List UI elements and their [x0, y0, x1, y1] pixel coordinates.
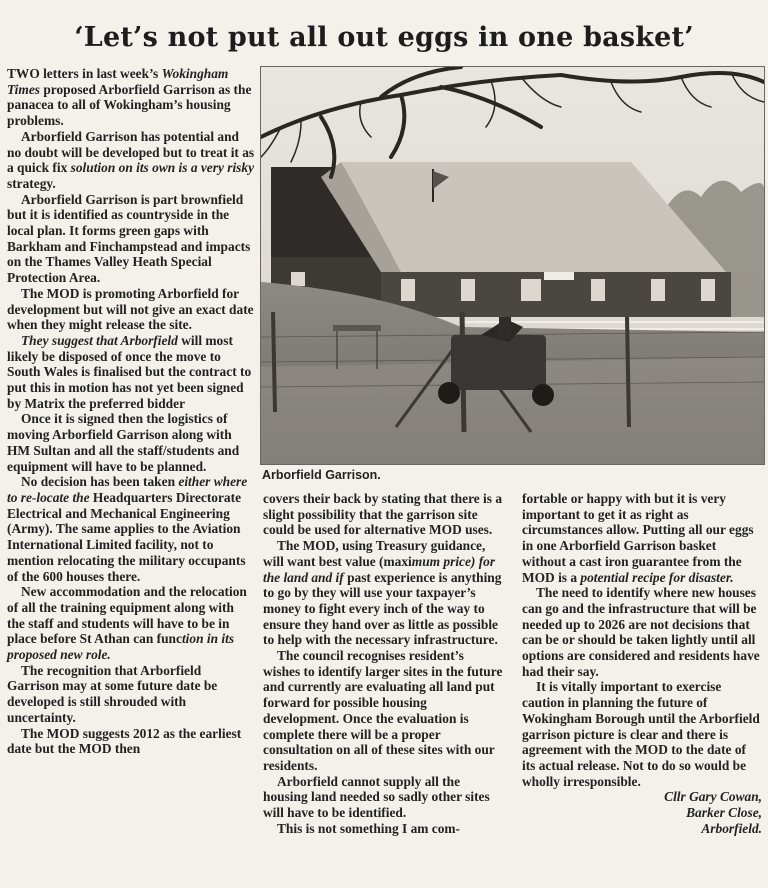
- text: Headquarters Directorate Electrical and Mechanical Engineering (Army). The same applies to the Aviation International Limited facility, not to mention relocating the military occupants of the 600 houses there.: [7, 489, 246, 584]
- paragraph: [7, 129, 255, 192]
- text: No decision has been taken: [21, 474, 179, 490]
- paragraph: The MOD suggests 2012 as the earliest date but the MOD then: [7, 725, 242, 757]
- italic-text: mum price) for the land and if: [263, 553, 496, 585]
- paragraph: [7, 584, 255, 663]
- paragraph: Arborfield Garrison is part brownfield but it is identified as countryside in the local plan. It forms green gaps with Barkham and Finchampstead and impacts on the Thames Valley Heath Special Protection Area.: [7, 191, 251, 286]
- author-signature: [522, 789, 762, 836]
- paragraph: The council recognises resident’s wishes to identify larger sites in the future and currently are evaluating all land put forward for possible housing development. Once the evaluation is complete there will be a proper consultation on all of these sites with our residents.: [263, 648, 503, 773]
- paragraph: [522, 491, 762, 585]
- paragraph: covers their back by stating that there is a slight possibility that the garrison site could be used for alternative MOD uses.: [263, 491, 503, 538]
- article-column-2: [263, 491, 504, 836]
- paragraph: Once it is signed then the logistics of moving Arborfield Garrison along with HM Sultan and all the staff/students and equipment will have to be planned.: [7, 411, 240, 474]
- paragraph: Arborfield cannot supply all the housing land needed so sadly other sites will have to be identified.: [263, 773, 490, 821]
- italic-text: solution on its own is a very risky: [70, 160, 255, 176]
- text: Arborfield Garrison has potential and no doubt will be developed but to treat it as a quick fix: [7, 128, 255, 176]
- text: The MOD, using Treasury guidance, will want best value (maxi: [263, 538, 486, 569]
- article-column-1: [7, 66, 255, 757]
- author-name: Cllr Gary Cowan,: [664, 789, 762, 805]
- paragraph: This is not something I am com-: [277, 820, 461, 836]
- paragraph: [7, 333, 255, 412]
- paragraph: [263, 538, 504, 648]
- paragraph: It is vitally important to exercise caution in planning the future of Wokingham Borough until the Arborfield garrison picture is clear and there is agreement with the MOD to the date of its actual release. Not to do so would be wholly irresponsible.: [522, 679, 760, 789]
- publication-name: Wokingham Times: [7, 66, 229, 97]
- text: fortable or happy with but it is very important to get it as right as circumstances allow. Putting all our eggs in one Arborfield Garrison basket without a cast iron guarantee from the MOD is a: [522, 491, 754, 585]
- paragraph: The need to identify where new houses can go and the infrastructure that will be needed up to 2026 are not decisions that can be or should be taken lightly until all options are considered and residents have had their say.: [522, 585, 760, 679]
- italic-text: potential recipe for disaster.: [580, 569, 734, 585]
- headline: ‘Let’s not put all out eggs in one basket’: [74, 22, 694, 53]
- text: TWO letters in last week’s: [7, 66, 162, 81]
- text: New accommodation and the relocation of all the training equipment along with the staff and students will have to be in place before St Athan can func: [7, 584, 247, 647]
- paragraph: The recognition that Arborfield Garrison may at some future date be developed is still shrouded with uncertainty.: [7, 662, 218, 725]
- text: strategy.: [7, 175, 56, 191]
- garrison-photo: [260, 66, 765, 465]
- text: will most likely be disposed of once the move to South Wales is finalised but the contract to put this in motion has not yet been signed by Matrix the preferred bidder: [7, 332, 252, 411]
- italic-text: tion in its proposed new role.: [7, 631, 235, 663]
- paragraph: [7, 474, 255, 584]
- author-street: Barker Close,: [686, 805, 762, 821]
- text: past experience is anything to go by they will use your taxpayer’s money to fight every inch of the way to ensure they hand over as little as possible to help with the necessary infrastructure.: [263, 569, 502, 648]
- italic-text: either where to re-locate the: [7, 474, 248, 505]
- author-town: Arborfield.: [701, 820, 762, 836]
- text: proposed Arborfield Garrison as the panacea to all of Wokingham’s housing problems.: [7, 81, 252, 129]
- paragraph: [7, 66, 255, 129]
- paragraph: The MOD is promoting Arborfield for development but will not give an exact date when they might release the site.: [7, 285, 254, 333]
- photo-caption: Arborfield Garrison.: [262, 468, 381, 482]
- article-column-3: [522, 491, 762, 836]
- garrison-photo-illustration: [261, 67, 764, 464]
- italic-text: They suggest that Arborfield: [21, 332, 178, 348]
